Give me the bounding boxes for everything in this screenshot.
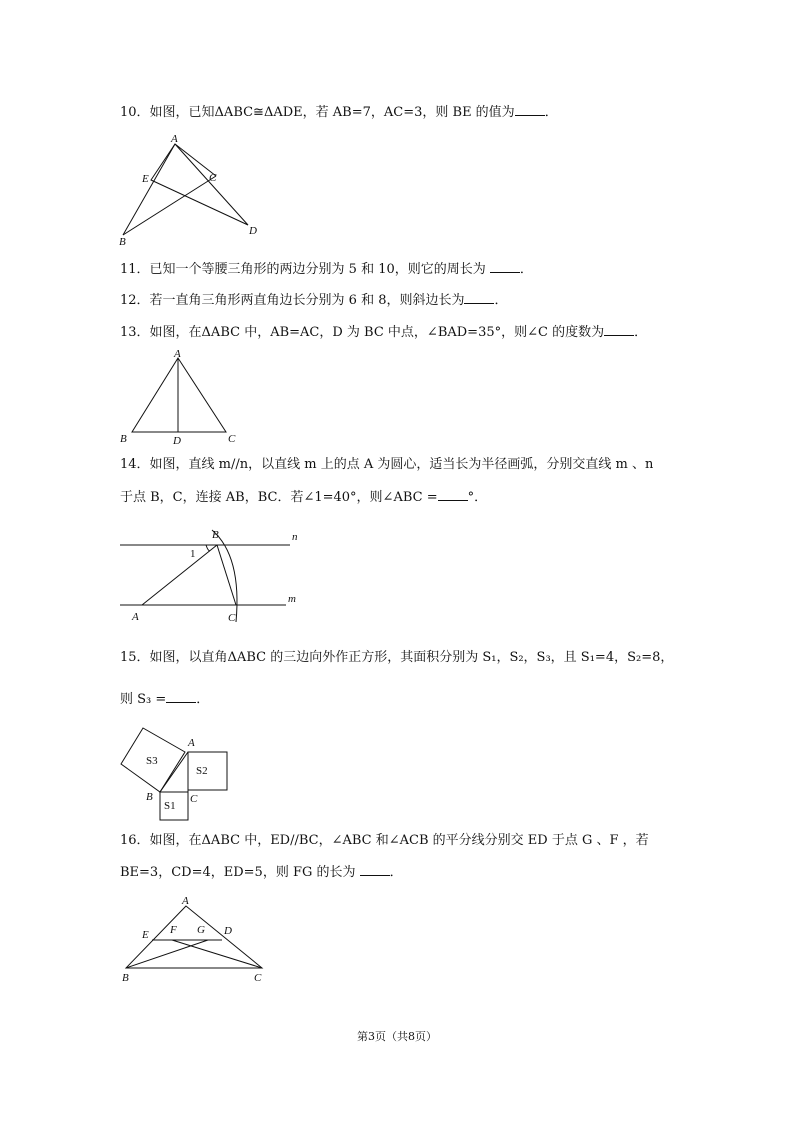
- fig14-label-B: B: [212, 529, 219, 541]
- answer-blank-12[interactable]: [464, 291, 494, 304]
- fig16-label-A: A: [182, 895, 189, 907]
- fig13-label-D: D: [173, 435, 181, 447]
- fig10-label-A: A: [171, 133, 178, 145]
- fig14-label-n: n: [292, 531, 298, 543]
- question-15-line-2: [120, 690, 209, 709]
- question-14-line-1: [120, 456, 653, 474]
- fig16-bisector-c: [172, 940, 262, 968]
- question-15-text-2: 则 S₃ =: [120, 692, 167, 707]
- fig10-triangle-ade: [151, 144, 248, 225]
- answer-blank-13[interactable]: [604, 323, 634, 336]
- fig16-bisector-b: [126, 940, 208, 968]
- question-11-text: 11．已知一个等腰三角形的两边分别为 5 和 10，则它的周长为: [120, 262, 486, 277]
- fig16-label-E: E: [142, 929, 149, 941]
- fig14-angle-mark: [206, 545, 210, 551]
- fig16-label-B: B: [122, 972, 129, 984]
- fig10-line-bc: [123, 176, 216, 235]
- question-12: [120, 291, 508, 310]
- figure-13: [118, 346, 248, 446]
- fig15-label-S2: S2: [196, 765, 208, 777]
- fig15-label-A: A: [188, 737, 195, 749]
- fig15-label-S3: S3: [146, 755, 158, 767]
- fig16-label-D: D: [224, 925, 232, 937]
- fig15-label-B: B: [146, 791, 153, 803]
- figure-14: [118, 526, 308, 628]
- fig10-label-B: B: [119, 236, 126, 248]
- q16-period: ．: [389, 865, 403, 880]
- question-14-text-1: 14．如图，直线 m//n，以直线 m 上的点 A 为圆心，适当长为半径画弧，分别交直线 m 、n: [120, 457, 654, 472]
- question-16-text-2: BE=3，CD=4，ED=5，则 FG 的长为: [120, 865, 356, 880]
- figure-15: [118, 726, 238, 822]
- answer-blank-15[interactable]: [166, 690, 196, 703]
- answer-blank-11[interactable]: [490, 260, 520, 273]
- answer-blank-14[interactable]: [438, 488, 468, 501]
- question-13: [120, 323, 647, 342]
- q13-period: ．: [634, 325, 648, 340]
- fig16-label-C: C: [254, 972, 262, 984]
- question-10-text: 10．如图，已知ΔABC≅ΔADE，若 AB=7，AC=3，则 BE 的值为: [120, 105, 515, 120]
- fig14-arc: [212, 530, 237, 622]
- fig13-label-C: C: [228, 433, 236, 445]
- question-14-text-2: 于点 B，C，连接 AB，BC．若∠1=40°，则∠ABC =: [120, 490, 438, 505]
- question-15-line-1: [120, 649, 673, 667]
- fig14-label-A: A: [132, 611, 139, 623]
- figure-16: [118, 894, 278, 986]
- fig13-triangle: [132, 358, 226, 432]
- answer-blank-10[interactable]: [515, 103, 545, 116]
- fig13-label-B: B: [120, 433, 127, 445]
- fig15-label-C: C: [190, 793, 198, 805]
- page-footer: 第3页（共8页）: [357, 1030, 437, 1043]
- question-16-text-1: 16．如图，在ΔABC 中，ED//BC，∠ABC 和∠ACB 的平分线分别交 ED 于点 G 、F ，若: [120, 833, 649, 848]
- q11-period: ．: [519, 262, 533, 277]
- question-11: [120, 260, 533, 279]
- fig14-label-C: C: [228, 612, 236, 624]
- q10-period: ．: [544, 105, 558, 120]
- fig10-label-D: D: [249, 225, 257, 237]
- fig13-label-A: A: [174, 348, 181, 360]
- answer-blank-16[interactable]: [360, 863, 390, 876]
- fig10-label-E: E: [142, 173, 149, 185]
- q15-period: ．: [196, 692, 210, 707]
- fig15-label-S1: S1: [164, 800, 176, 812]
- question-13-text: 13．如图，在ΔABC 中，AB=AC，D 为 BC 中点，∠BAD=35°，则∠C 的度数为: [120, 325, 605, 340]
- question-10: [120, 103, 558, 122]
- question-16-line-2: [120, 863, 403, 882]
- fig10-triangle-abc: [123, 144, 216, 235]
- fig15-triangle: [160, 752, 188, 792]
- fig10-label-C: C: [209, 172, 217, 184]
- q12-period: ．: [494, 293, 508, 308]
- fig16-label-F: F: [170, 924, 177, 936]
- fig14-segment-bc: [217, 545, 236, 605]
- fig14-label-m: m: [288, 593, 296, 605]
- question-12-text: 12．若一直角三角形两直角边长分别为 6 和 8，则斜边长为: [120, 293, 465, 308]
- q14-degree: °．: [467, 490, 488, 505]
- question-14-line-2: [120, 488, 487, 507]
- fig16-label-G: G: [197, 924, 205, 936]
- question-16-line-1: [120, 832, 649, 850]
- fig14-segment-ab: [142, 545, 217, 605]
- figure-10: [115, 132, 265, 247]
- question-15-text-1: 15．如图，以直角ΔABC 的三边向外作正方形，其面积分别为 S₁，S₂，S₃，且 S₁=4，S₂=8，: [120, 650, 674, 665]
- fig14-label-angle-1: 1: [190, 548, 196, 560]
